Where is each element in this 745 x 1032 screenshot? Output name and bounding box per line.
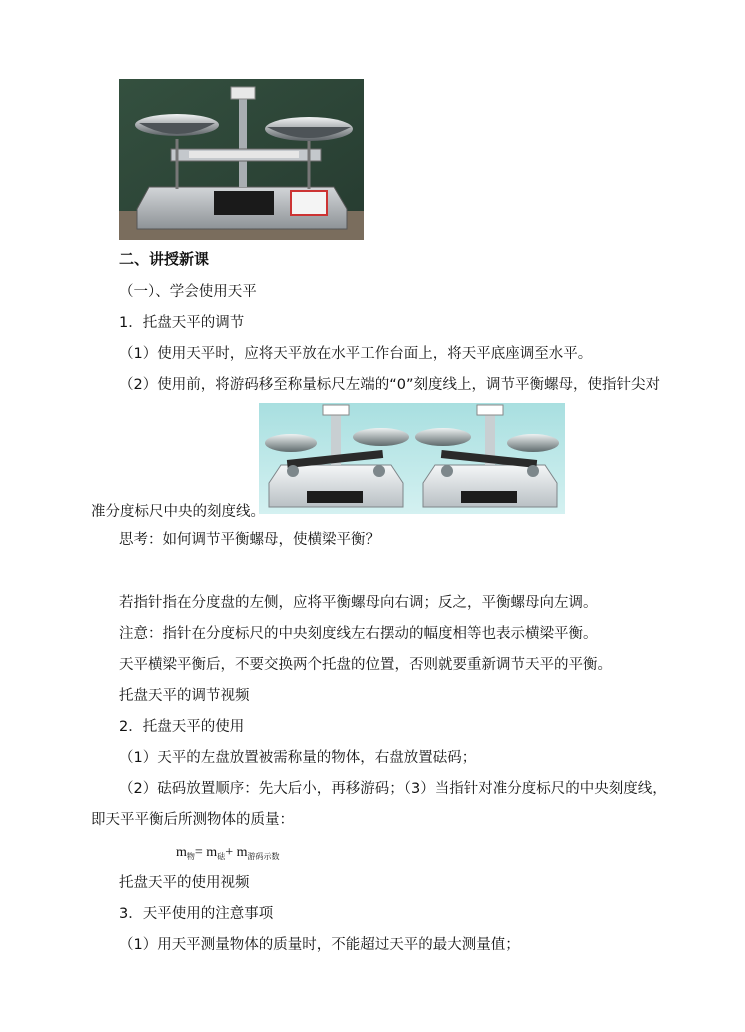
balance-photo [119, 79, 364, 240]
section-heading: 二、讲授新课 [119, 250, 210, 268]
part2-p2b: 即天平平衡后所测物体的质量： [91, 812, 294, 828]
part2-p2a: （2）砝码放置顺序：先大后小，再移游码；（3）当指针对准分度标尺的中央刻度线， [119, 781, 667, 797]
part3-p1: （1）用天平测量物体的质量时，不能超过天平的最大测量值； [119, 937, 520, 953]
part1-title: 1．托盘天平的调节 [119, 315, 245, 331]
formula-m1: m [176, 845, 187, 860]
balance-adjust-diagram [259, 403, 565, 514]
part1-p2b: 准分度标尺中央的刻度线。 [91, 504, 265, 520]
part1-warn: 天平横梁平衡后，不要交换两个托盘的位置，否则就要重新调节天平的平衡。 [119, 657, 612, 673]
part3-title: 3．天平使用的注意事项 [119, 906, 274, 922]
part1-p2a: （2）使用前，将游码移至称量标尺左端的“0”刻度线上，调节平衡螺母，使指针尖对 [119, 377, 660, 393]
formula-sub-rider: 游码示数 [247, 852, 280, 861]
part2-p1: （1）天平的左盘放置被需称量的物体，右盘放置砝码； [119, 750, 477, 766]
section-sub: （一）、学会使用天平 [119, 284, 257, 300]
formula-sub-object: 物 [186, 852, 195, 861]
part1-p1: （1）使用天平时，应将天平放在水平工作台面上，将天平底座调至水平。 [119, 346, 593, 362]
formula-eq: = m [194, 845, 218, 860]
mass-formula [176, 845, 279, 862]
part1-video-link[interactable]: 托盘天平的调节视频 [119, 688, 250, 704]
part2-video-link[interactable]: 托盘天平的使用视频 [119, 875, 250, 891]
part1-answer: 若指针指在分度盘的左侧，应将平衡螺母向右调；反之，平衡螺母向左调。 [119, 595, 598, 611]
part1-think: 思考：如何调节平衡螺母，使横梁平衡？ [119, 532, 380, 548]
formula-plus: + m [225, 845, 248, 860]
formula-sub-weights: 砝 [217, 852, 226, 861]
part2-title: 2．托盘天平的使用 [119, 719, 245, 735]
part1-note: 注意：指针在分度标尺的中央刻度线左右摆动的幅度相等也表示横梁平衡。 [119, 626, 598, 642]
